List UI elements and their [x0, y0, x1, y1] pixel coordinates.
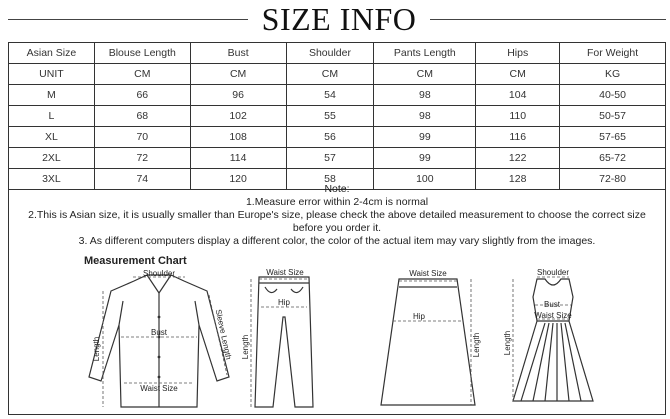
table-cell: 72-80: [560, 169, 666, 190]
note-3: 3. As different computers display a different color, the color of the actual item may vary slightly from the images.: [78, 235, 596, 247]
table-cell: Pants Length: [374, 43, 476, 64]
table-cell: 122: [476, 148, 560, 169]
table-cell: 110: [476, 106, 560, 127]
table-cell: Shoulder: [286, 43, 374, 64]
table-cell: 102: [190, 106, 286, 127]
size-sheet: [8, 42, 666, 415]
table-cell: 56: [286, 127, 374, 148]
table-cell: 55: [286, 106, 374, 127]
dress-shoulder-label: Shoulder: [536, 268, 570, 277]
table-cell: KG: [560, 64, 666, 85]
measurement-chart-title: Measurement Chart: [84, 255, 187, 267]
skirt-length-label: Length: [472, 332, 481, 358]
table-cell: 116: [476, 127, 560, 148]
skirt-waist-label: Waist Size: [409, 269, 447, 278]
table-cell: 99: [374, 127, 476, 148]
table-row: [9, 127, 666, 148]
table-unit-row: [9, 64, 666, 85]
note-1: 1.Measure error within 2-4cm is normal: [245, 196, 429, 208]
table-cell: 57: [286, 148, 374, 169]
title-rule-right: [430, 19, 666, 20]
measurement-chart: [9, 251, 665, 416]
table-cell: 98: [374, 106, 476, 127]
table-cell: XL: [9, 127, 95, 148]
shirt-diagram: [79, 267, 239, 417]
shirt-bust-label: Bust: [150, 328, 168, 337]
table-cell: 99: [374, 148, 476, 169]
table-cell: 128: [476, 169, 560, 190]
page-title: SIZE INFO: [261, 1, 417, 37]
pants-diagram: [237, 267, 327, 417]
table-cell: Asian Size: [9, 43, 95, 64]
table-cell: 3XL: [9, 169, 95, 190]
table-cell: 108: [190, 127, 286, 148]
table-cell: CM: [94, 64, 190, 85]
title-rule-left: [8, 19, 248, 20]
note-2-cont: before you order it.: [292, 222, 382, 234]
table-cell: 2XL: [9, 148, 95, 169]
table-cell: 96: [190, 85, 286, 106]
shirt-waist-label: Waist Size: [140, 384, 178, 393]
table-cell: 57-65: [560, 127, 666, 148]
table-header-row: [9, 43, 666, 64]
skirt-diagram: [367, 267, 487, 417]
table-cell: 100: [374, 169, 476, 190]
table-cell: CM: [374, 64, 476, 85]
table-cell: 74: [94, 169, 190, 190]
notes-heading: Note:: [324, 183, 350, 195]
shirt-length-label: Length: [92, 336, 101, 362]
pants-hip-label: Hip: [277, 298, 291, 307]
size-table: [8, 42, 666, 190]
table-cell: 40-50: [560, 85, 666, 106]
table-cell: 68: [94, 106, 190, 127]
skirt-hip-label: Hip: [412, 312, 426, 321]
pants-length-label: Length: [241, 334, 250, 360]
table-cell: CM: [190, 64, 286, 85]
table-cell: 54: [286, 85, 374, 106]
table-cell: 120: [190, 169, 286, 190]
dress-waist-label: Waist Size: [534, 311, 572, 320]
table-cell: 70: [94, 127, 190, 148]
header: [0, 0, 670, 40]
table-cell: 114: [190, 148, 286, 169]
table-cell: 72: [94, 148, 190, 169]
note-2: 2.This is Asian size, it is usually smaller than Europe's size, please check the above detailed measurement to choose the correct size: [28, 209, 646, 221]
table-cell: CM: [476, 64, 560, 85]
table-cell: 65-72: [560, 148, 666, 169]
table-row: [9, 85, 666, 106]
table-cell: For Weight: [560, 43, 666, 64]
table-cell: L: [9, 106, 95, 127]
table-cell: Blouse Length: [94, 43, 190, 64]
notes: [9, 183, 665, 248]
table-cell: 58: [286, 169, 374, 190]
shirt-shoulder-label: Shoulder: [142, 269, 176, 278]
table-cell: Hips: [476, 43, 560, 64]
dress-diagram: [501, 267, 601, 417]
table-cell: 50-57: [560, 106, 666, 127]
table-cell: 104: [476, 85, 560, 106]
table-cell: CM: [286, 64, 374, 85]
dress-bust-label: Bust: [543, 300, 561, 309]
pants-waist-label: Waist Size: [266, 268, 304, 277]
table-row: [9, 106, 666, 127]
table-cell: 98: [374, 85, 476, 106]
dress-length-label: Length: [503, 330, 512, 356]
table-cell: UNIT: [9, 64, 95, 85]
shirt-sleeve-label: Sleeve Length: [213, 308, 234, 361]
table-row: [9, 148, 666, 169]
table-cell: 66: [94, 85, 190, 106]
table-cell: Bust: [190, 43, 286, 64]
table-cell: M: [9, 85, 95, 106]
